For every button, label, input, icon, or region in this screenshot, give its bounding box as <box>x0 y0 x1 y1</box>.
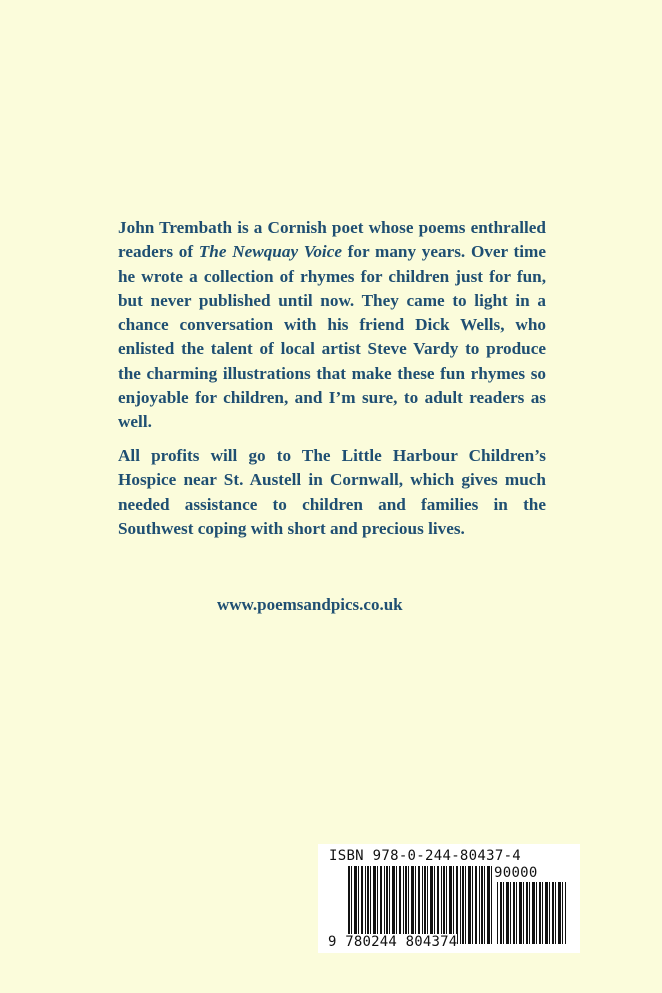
barcode-digits: 9 780244 804374 <box>328 934 458 950</box>
isbn-label: ISBN 978-0-244-80437-4 <box>329 848 522 864</box>
charity-paragraph: All profits will go to The Little Harbour Children’s Hospice near St. Austell in Cornwall, which gives much needed assistance to children and families in the Southwest coping with short and precious lives. <box>118 446 546 538</box>
bio-text-end: for many years. Over time he wrote a collection of rhymes for children just for fun, but never published until now. They came to light in a chance conversation with his friend Dick Wells, who enlisted the talent of local artist Steve Vardy to produce the charming illustrations that make these fun rhymes so enjoyable for children, and I’m sure, to adult readers as well. <box>118 242 547 432</box>
barcode-bars <box>348 866 493 944</box>
isbn-barcode <box>318 844 580 953</box>
author-bio-paragraph <box>118 216 546 435</box>
bio-text-start: John Trembath is a Cornish poet whose poems enthralled readers of <box>118 218 546 262</box>
publication-title: The Newquay Voice <box>198 242 342 262</box>
addon-barcode-bars <box>497 882 566 944</box>
price-addon-code: 90000 <box>494 865 538 881</box>
website-url: www.poemsandpics.co.uk <box>217 595 403 614</box>
